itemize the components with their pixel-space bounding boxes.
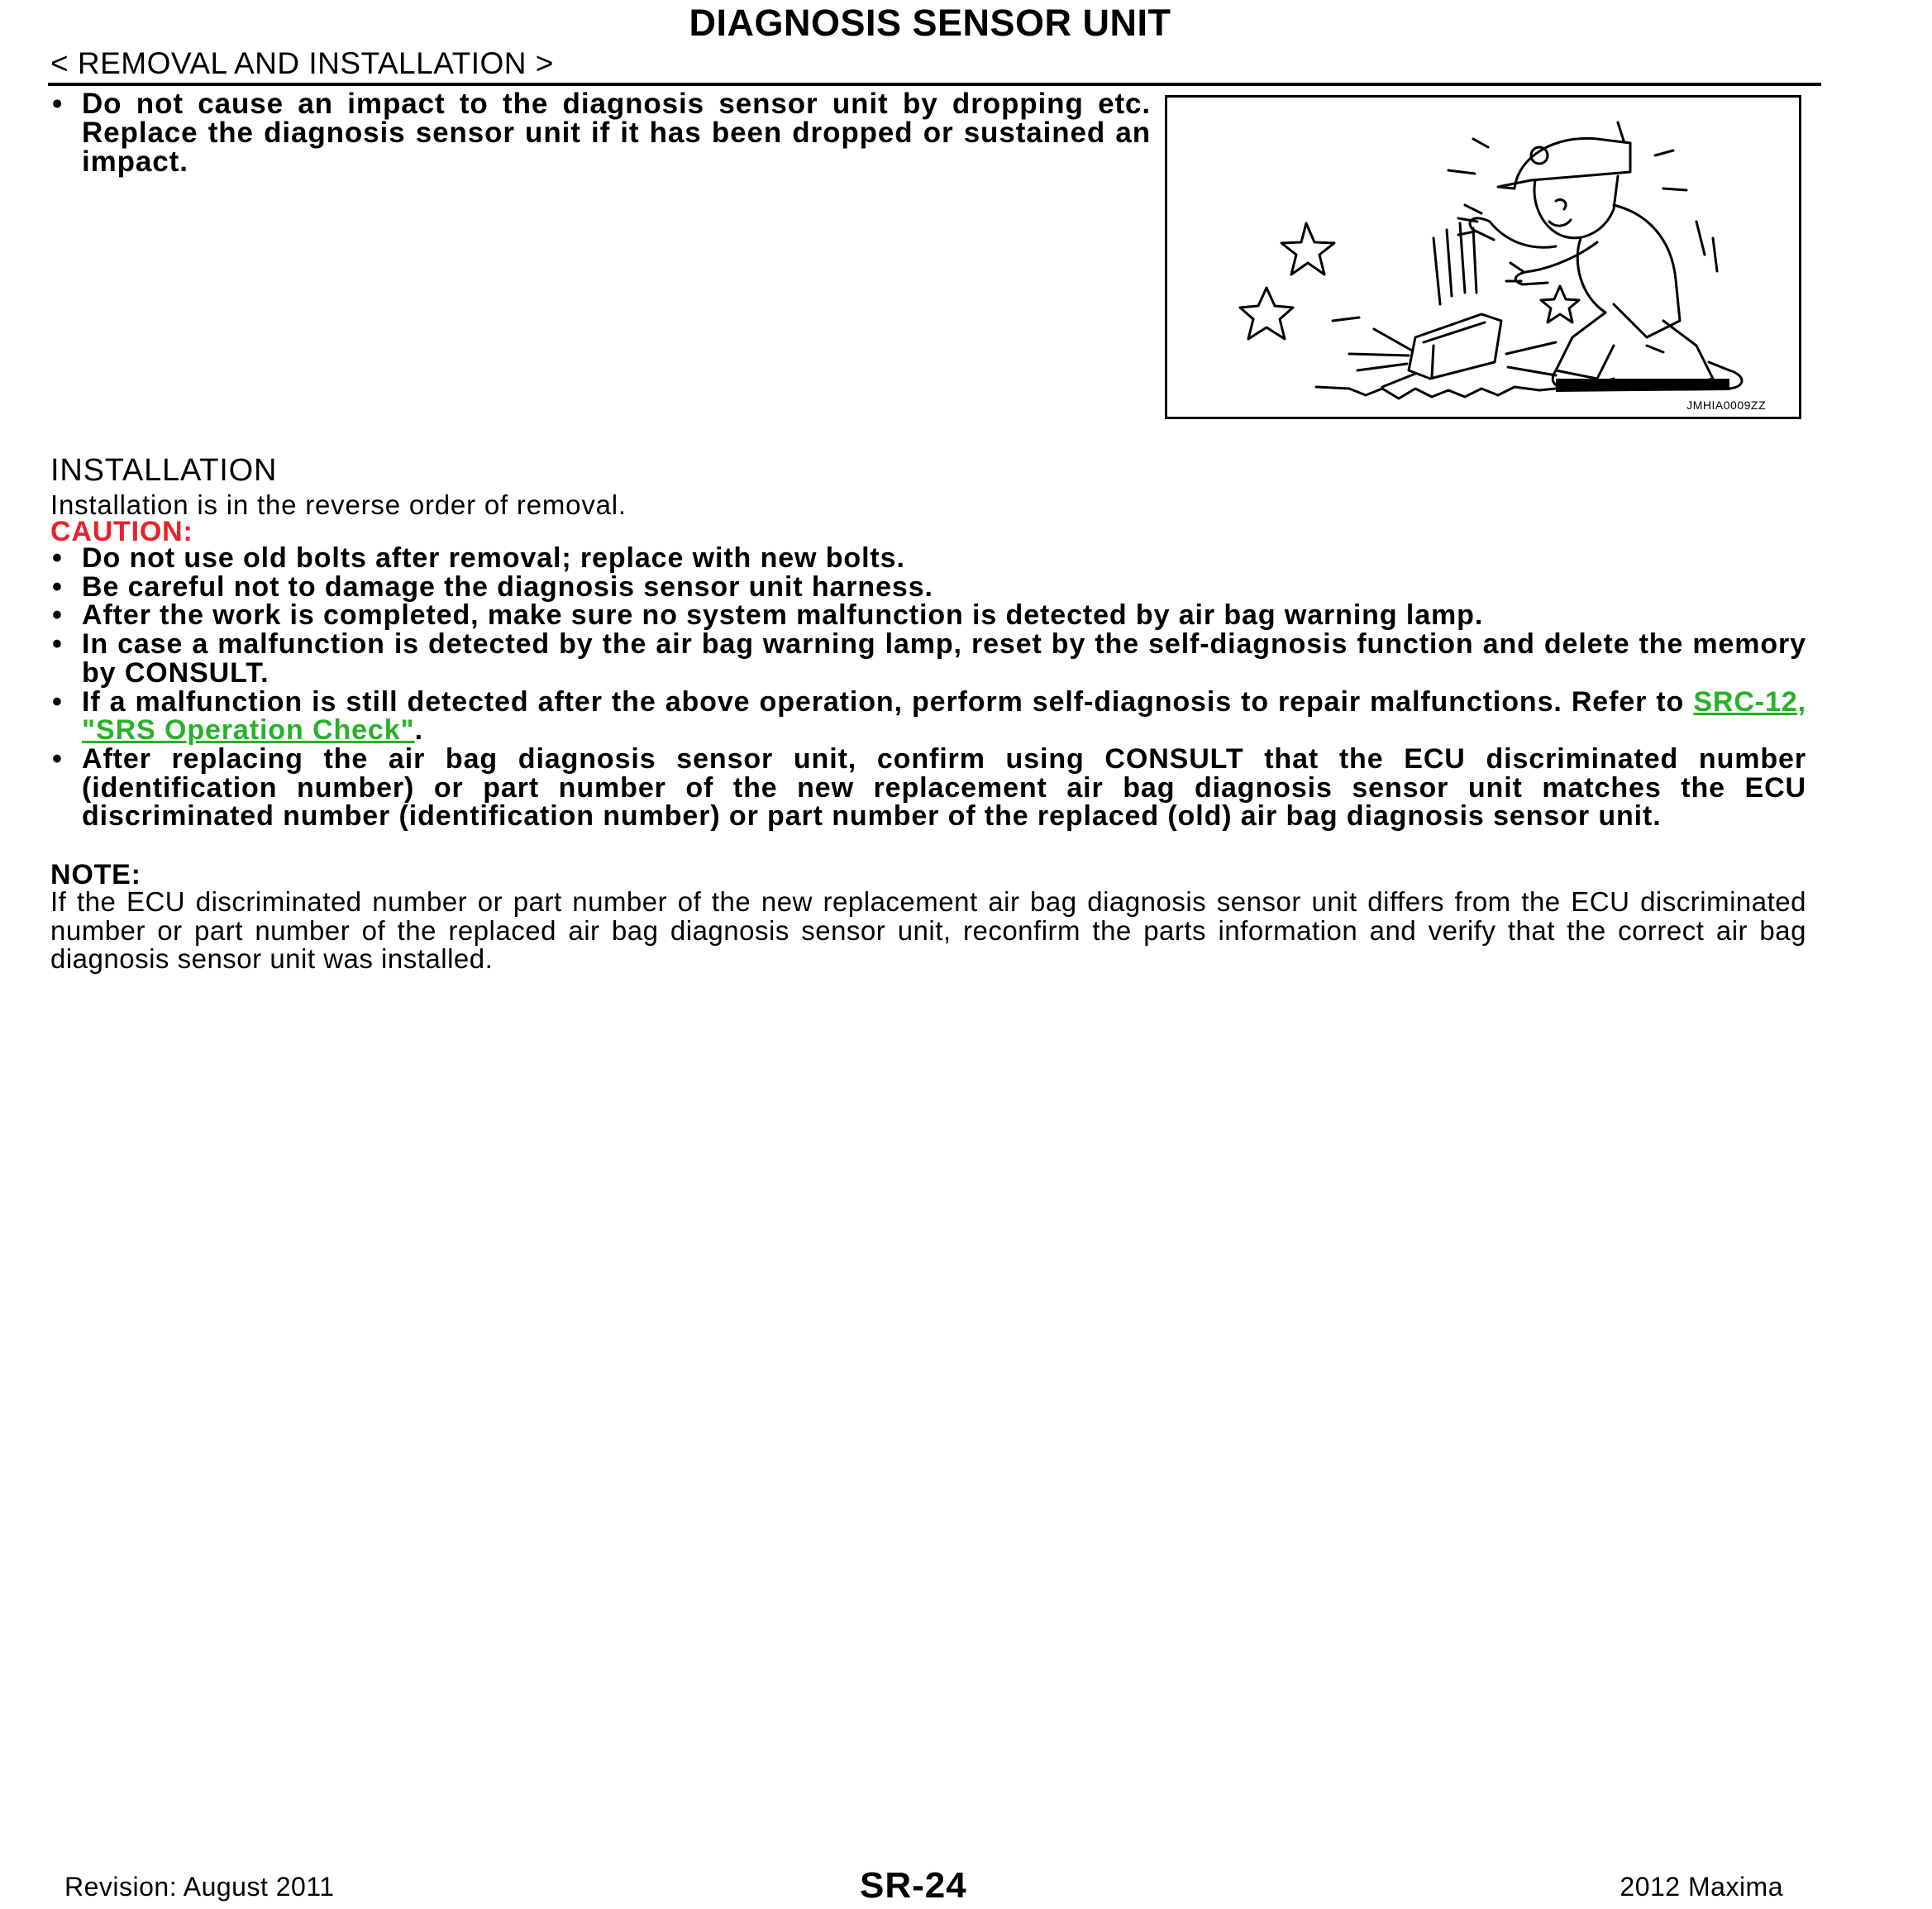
caution-item-text: Be careful not to damage the diagnosis sensor unit harness. [82,570,933,603]
caution-item-text: Do not use old bolts after removal; replace with new bolts. [82,542,905,574]
footer-revision: Revision: August 2011 [64,1872,335,1902]
list-item [50,742,1806,833]
src-12-reference-link[interactable]: SRC-12, "SRS Operation Check" [82,685,1806,747]
caution-bullet-list [50,544,1806,831]
bullet-icon: • [52,742,63,775]
footer-model: 2012 Maxima [1620,1872,1783,1902]
caution-item-text: . [414,714,423,747]
footer-page-number: SR-24 [860,1865,967,1906]
intro-bullet-list [50,89,1151,176]
list-item [50,601,1806,630]
dropped-sensor-unit-illustration-icon [1167,98,1799,417]
bullet-icon: • [52,542,63,574]
bullet-icon: • [52,685,63,718]
installation-text: Installation is in the reverse order of removal. [50,489,627,520]
figure-code: JMHIA0009ZZ [1686,399,1766,412]
section-breadcrumb: < REMOVAL AND INSTALLATION > [50,46,554,80]
list-item [50,685,1806,747]
caution-label: CAUTION: [50,516,193,547]
bullet-icon: • [52,570,63,603]
list-item [50,89,1151,176]
figure-dropped-unit [1165,95,1801,419]
caution-item-text: After replacing the air bag diagnosis sensor unit, confirm using CONSULT that the ECU discriminated number (identification number) or part number of the new replacement air bag diagnosis sensor unit matches the ECU discriminated number (identification number) or part number of the replaced (old) air bag diagnosis sensor unit. [82,742,1806,833]
list-item [50,544,1806,573]
section-heading-installation: INSTALLATION [50,453,278,488]
bullet-icon: • [52,628,63,661]
list-item [50,570,1806,603]
page-title: DIAGNOSIS SENSOR UNIT [689,2,1171,44]
intro-bullet-text: Do not cause an impact to the diagnosis sensor unit by dropping etc. Replace the diagnosis sensor unit if it has been dropped or sustained an impact. [82,88,1151,178]
note-label: NOTE: [50,859,141,890]
bullet-icon: • [52,88,64,120]
caution-item-text: In case a malfunction is detected by the air bag warning lamp, reset by the self-diagnosis function and delete the memory by CONSULT. [82,628,1806,689]
caution-item-text: If a malfunction is still detected after the above operation, perform self-diagnosis to repair malfunctions. Refer to [82,685,1694,718]
header-divider [48,83,1821,86]
bullet-icon: • [52,599,63,632]
list-item [50,630,1806,687]
caution-item-text: After the work is completed, make sure no system malfunction is detected by air bag warning lamp. [82,599,1484,632]
note-text: If the ECU discriminated number or part number of the new replacement air bag diagnosis sensor unit differs from the ECU discriminated number or part number of the replaced air bag diagnosis sensor unit, reconfirm the parts information and verify that the correct air bag diagnosis sensor unit was installed. [50,886,1806,975]
